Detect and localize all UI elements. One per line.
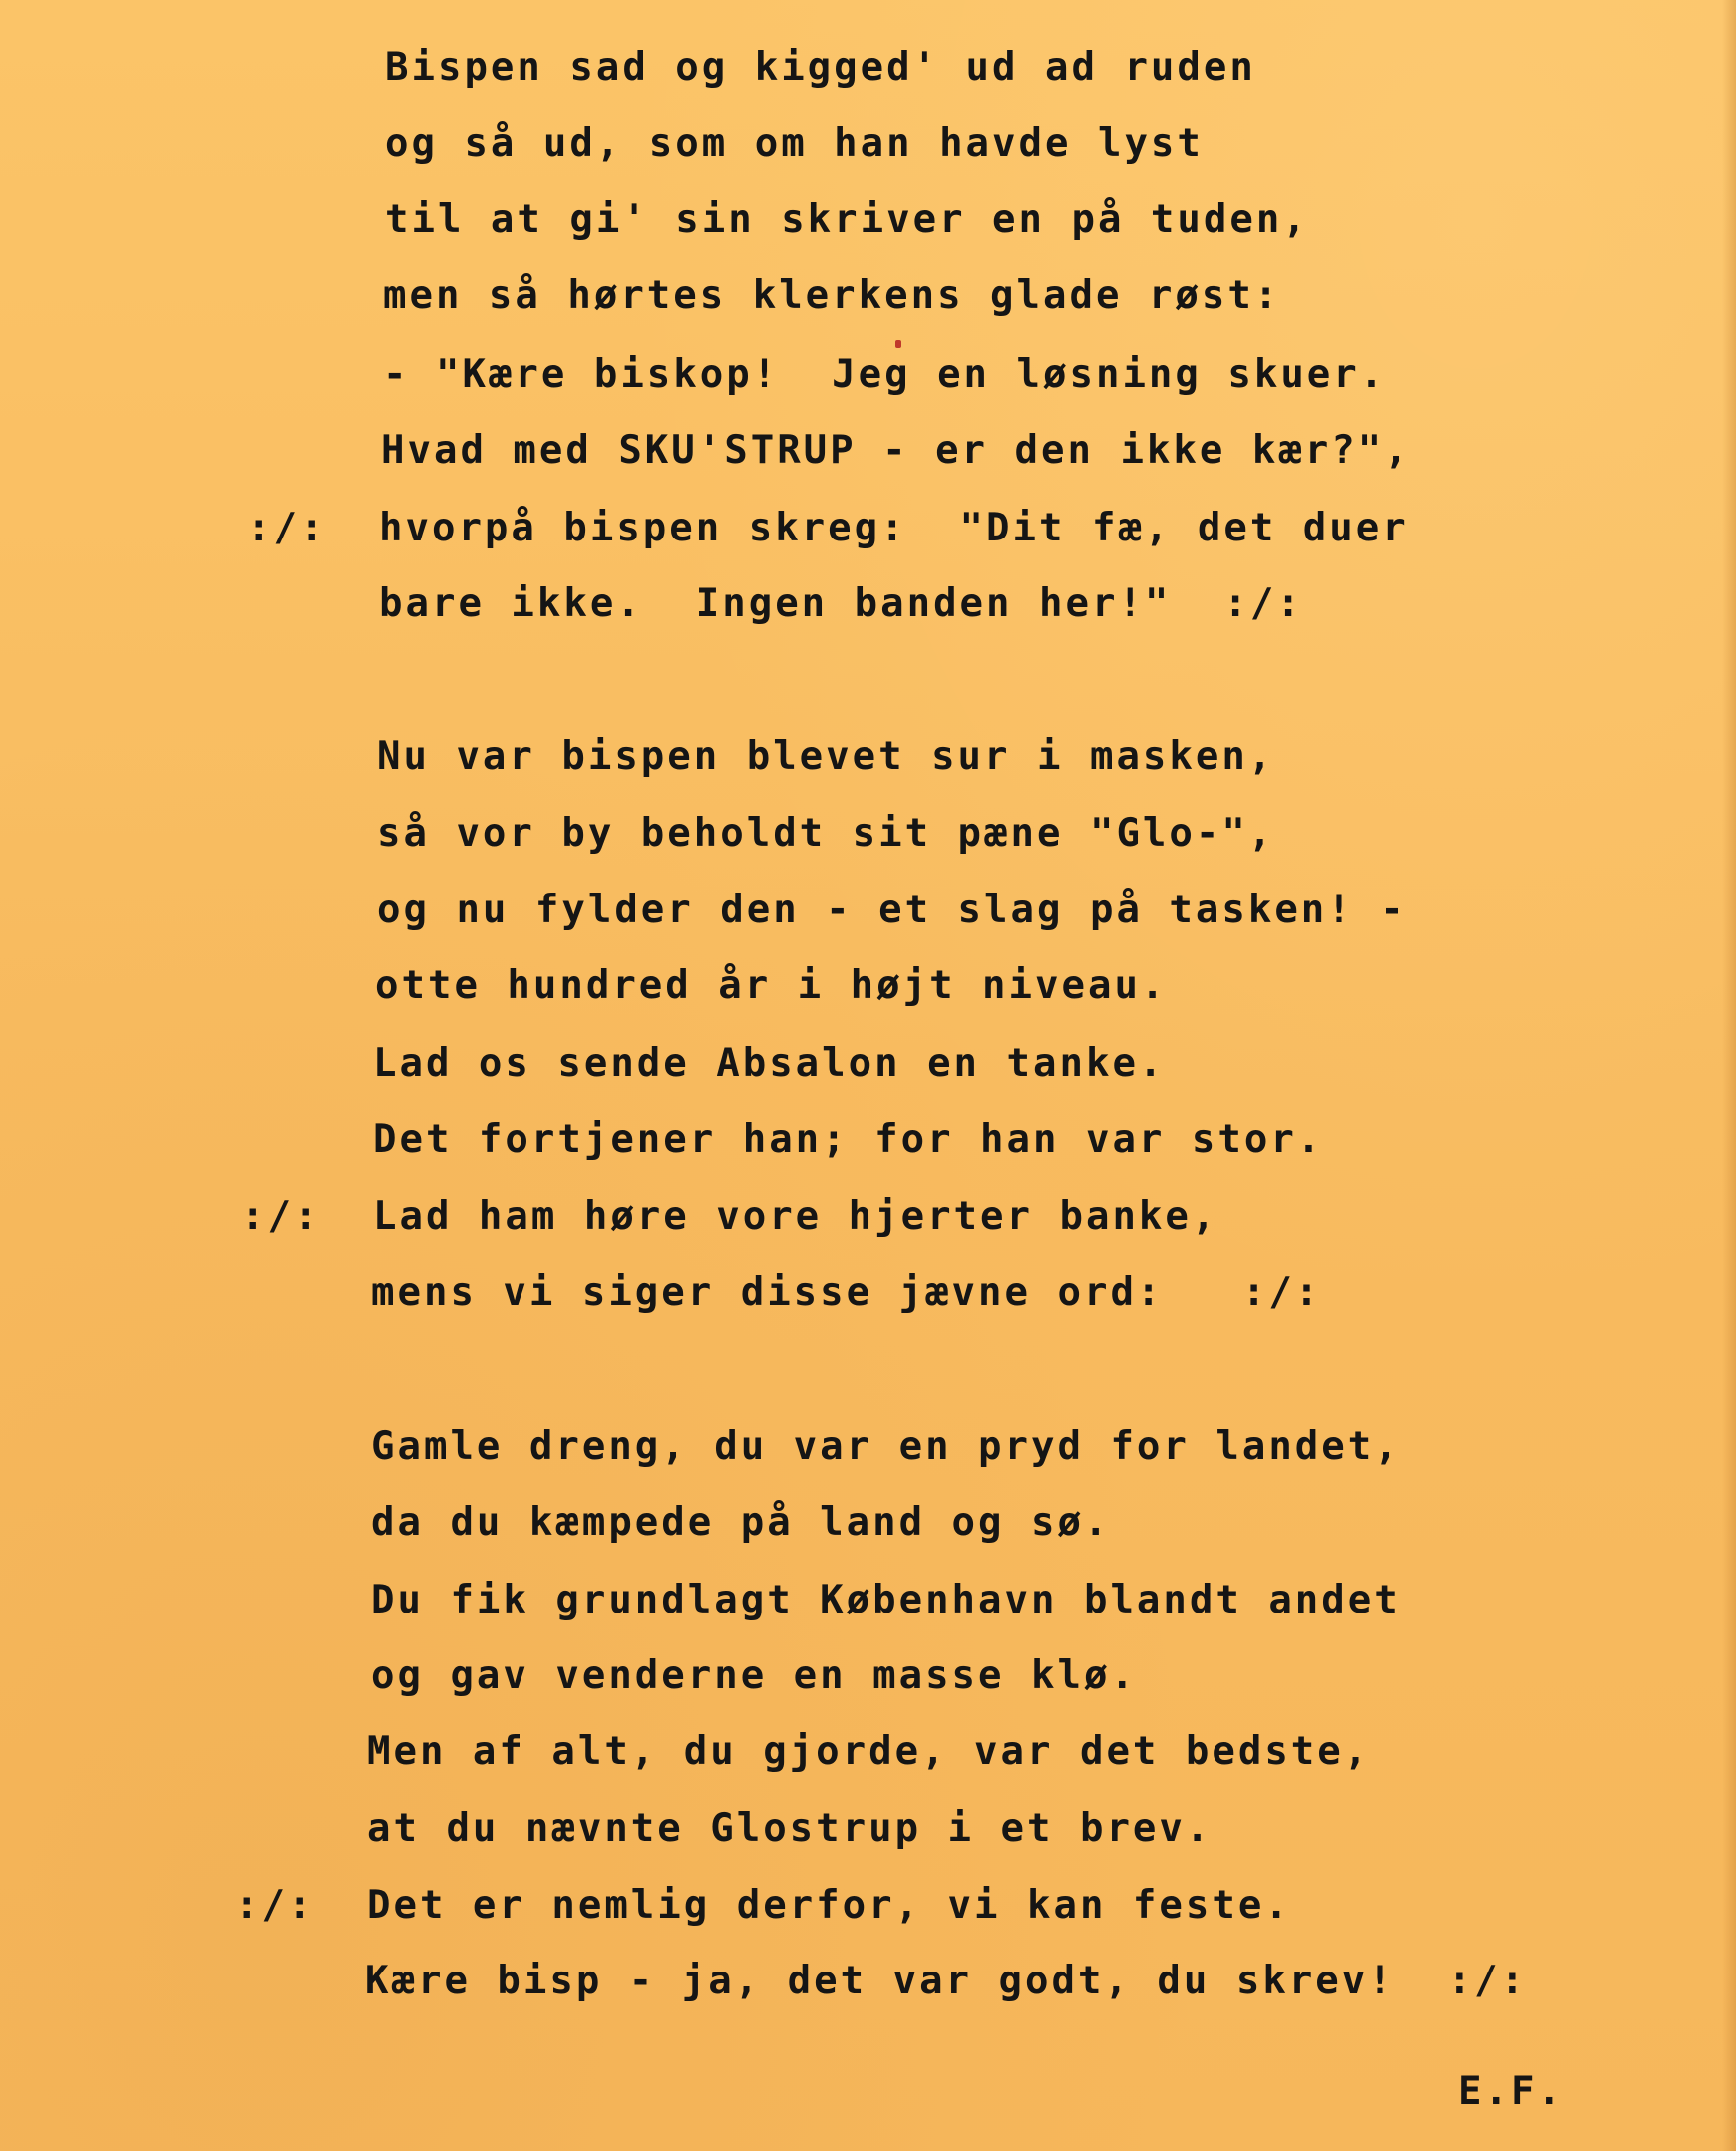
stanza-3-line-8: Kære bisp - ja, det var godt, du skrev! :/:	[365, 1959, 1528, 2003]
ink-speck	[895, 340, 901, 348]
stanza-1-line-7: hvorpå bispen skreg: "Dit fæ, det duer	[379, 506, 1409, 550]
stanza-1-line-5: - "Kære biskop! Jeg en løsning skuer.	[383, 352, 1387, 397]
stanza-3-line-6: at du nævnte Glostrup i et brev.	[367, 1806, 1213, 1851]
stanza-1-line-4: men så hørtes klerkens glade røst:	[383, 273, 1281, 318]
stanza-2-line-5: Lad os sende Absalon en tanke.	[373, 1041, 1166, 1086]
stanza-2-line-6: Det fortjener han; for han var stor.	[373, 1117, 1324, 1162]
stanza-3-line-1: Gamle dreng, du var en pryd for landet,	[371, 1424, 1401, 1469]
stanza-2-line-4: otte hundred år i højt niveau.	[375, 963, 1168, 1008]
signature: E.F.	[1458, 2069, 1563, 2114]
stanza-1-line-2: og så ud, som om han havde lyst	[385, 121, 1204, 166]
stanza-2-line-7: Lad ham høre vore hjerter banke,	[373, 1194, 1218, 1239]
stanza-1-line-8: bare ikke. Ingen banden her!" :/:	[379, 581, 1303, 626]
stanza-3-line-4: og gav venderne en masse klø.	[371, 1653, 1137, 1698]
repeat-mark-2: :/:	[241, 1194, 321, 1239]
stanza-1-line-1: Bispen sad og kigged' ud ad ruden	[385, 45, 1256, 90]
stanza-2-line-8: mens vi siger disse jævne ord: :/:	[371, 1270, 1322, 1315]
stanza-2-line-3: og nu fylder den - et slag på tasken! -	[377, 888, 1407, 932]
paper-edge	[1722, 0, 1736, 2151]
stanza-1-line-3: til at gi' sin skriver en på tuden,	[385, 197, 1309, 242]
stanza-3-line-2: da du kæmpede på land og sø.	[371, 1500, 1111, 1545]
stanza-3-line-3: Du fik grundlagt København blandt andet	[371, 1578, 1401, 1622]
repeat-mark-3: :/:	[235, 1883, 315, 1928]
stanza-2-line-2: så vor by beholdt sit pæne "Glo-",	[377, 811, 1275, 856]
stanza-2-line-1: Nu var bispen blevet sur i masken,	[377, 734, 1275, 779]
repeat-mark-1: :/:	[247, 506, 327, 550]
stanza-3-line-7: Det er nemlig derfor, vi kan feste.	[367, 1883, 1291, 1928]
stanza-1-line-6: Hvad med SKU'STRUP - er den ikke kær?",	[381, 428, 1411, 473]
stanza-3-line-5: Men af alt, du gjorde, var det bedste,	[367, 1729, 1371, 1774]
